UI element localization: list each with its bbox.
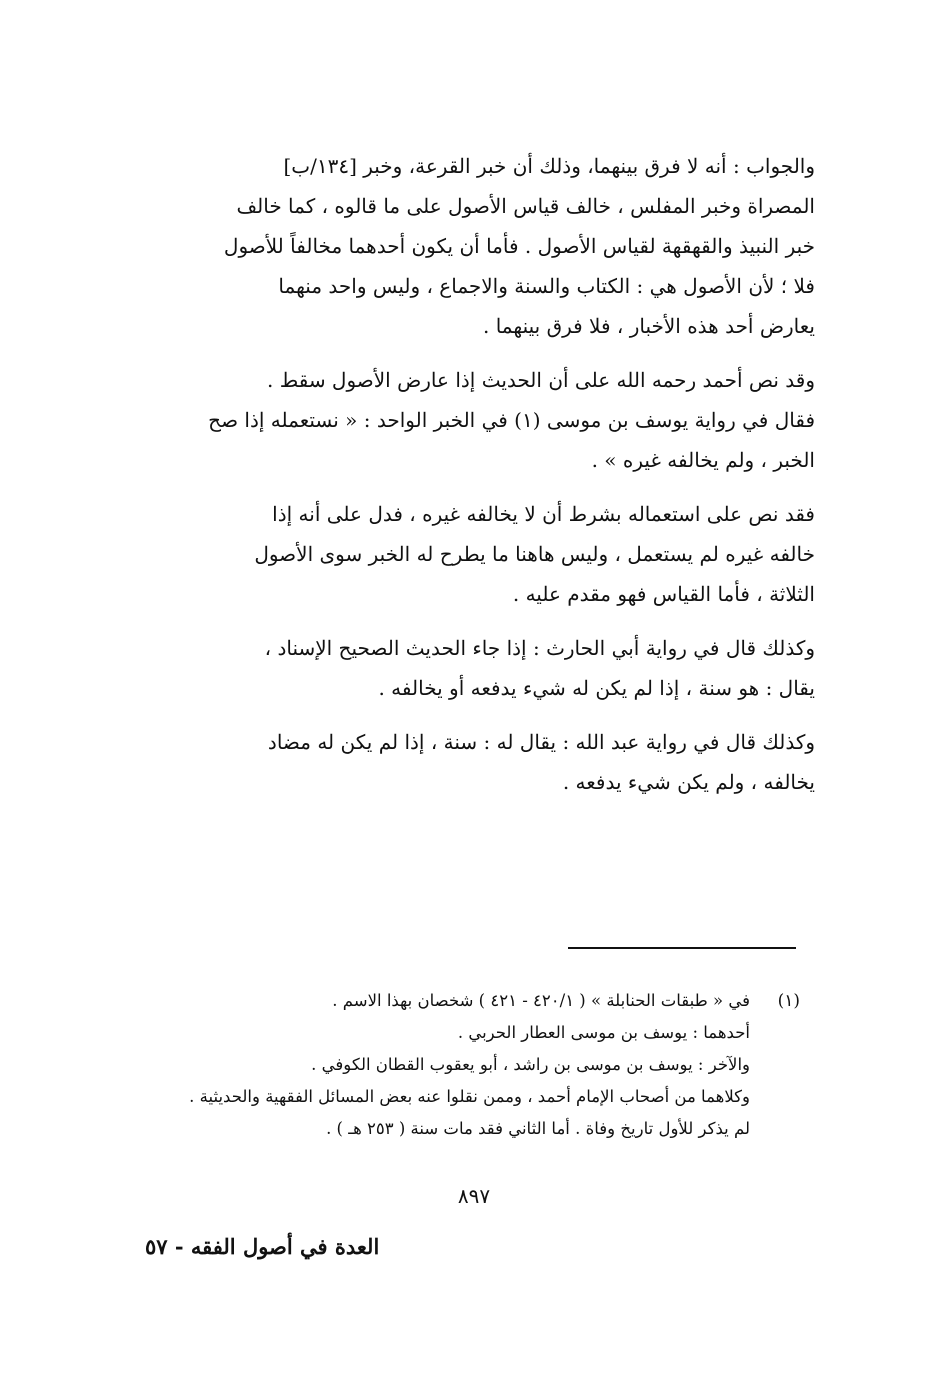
text-line: يقال : هو سنة ، إذا لم يكن له شيء يدفعه أو يخالفه . [378, 676, 815, 700]
text-line: الخبر ، ولم يخالفه غيره » . [591, 448, 815, 472]
main-text [165, 146, 815, 802]
text-line: يخالفه ، ولم يكن شيء يدفعه . [562, 770, 815, 794]
text-line: فقد نص على استعماله بشرط أن لا يخالفه غيره ، فدل على أنه إذا [272, 502, 815, 526]
paragraph [165, 722, 815, 802]
footnote-separator [568, 947, 796, 949]
running-footer: العدة في أصول الفقه - ٥٧ [145, 1234, 380, 1259]
text-line: فلا ؛ لأن الأصول هي : الكتاب والسنة والاجماع ، وليس واحد منهما [278, 274, 815, 298]
page-number: ٨٩٧ [457, 1184, 491, 1208]
text-line: يعارض أحد هذه الأخبار ، فلا فرق بينهما . [483, 314, 815, 338]
footnote-line: والآخر : يوسف بن موسى بن راشد ، أبو يعقوب القطان الكوفي . [311, 1055, 750, 1074]
text-line: المصراة وخبر المفلس ، خالف قياس الأصول على ما قالوه ، كما خالف [236, 194, 815, 218]
footnote-line [150, 985, 800, 1017]
text-line: وقد نص أحمد رحمه الله على أن الحديث إذا عارض الأصول سقط . [267, 368, 815, 392]
paragraph [165, 146, 815, 346]
text-line: وكذلك قال في رواية عبد الله : يقال له : سنة ، إذا لم يكن له مضاد [267, 730, 815, 754]
footnote-line: أحدهما : يوسف بن موسى العطار الحربي . [457, 1023, 750, 1042]
footnote-line: لم يذكر للأول تاريخ وفاة . أما الثاني فقد مات سنة ( ٢٥٣ هـ ) . [326, 1119, 750, 1138]
paragraph [165, 628, 815, 708]
text-line: خبر النبيذ والقهقهة لقياس الأصول . فأما أن يكون أحدهما مخالفاً للأصول [223, 234, 815, 258]
text-line: والجواب : أنه لا فرق بينهما، وذلك أن خبر القرعة، وخبر [١٣٤/ب] [283, 154, 815, 178]
text-line: وكذلك قال في رواية أبي الحارث : إذا جاء الحديث الصحيح الإسناد ، [264, 636, 815, 660]
footnote-line: وكلاهما من أصحاب الإمام أحمد ، وممن نقلوا عنه بعض المسائل الفقهية والحديثية . [189, 1087, 750, 1106]
footnote-text: في « طبقات الحنابلة » ( ٤٢٠/١ - ٤٢١ ) شخصان بهذا الاسم . [332, 991, 750, 1010]
paragraph [165, 360, 815, 480]
paragraph [165, 494, 815, 614]
text-line: فقال في رواية يوسف بن موسى (١) في الخبر الواحد : « نستعمله إذا صح [208, 408, 815, 432]
text-line: خالفه غيره لم يستعمل ، وليس هاهنا ما يطرح له الخبر سوى الأصول [254, 542, 815, 566]
footnotes [150, 985, 800, 1145]
text-line: الثلاثة ، فأما القياس فهو مقدم عليه . [512, 582, 815, 606]
footnote-number: (١) [777, 991, 800, 1011]
